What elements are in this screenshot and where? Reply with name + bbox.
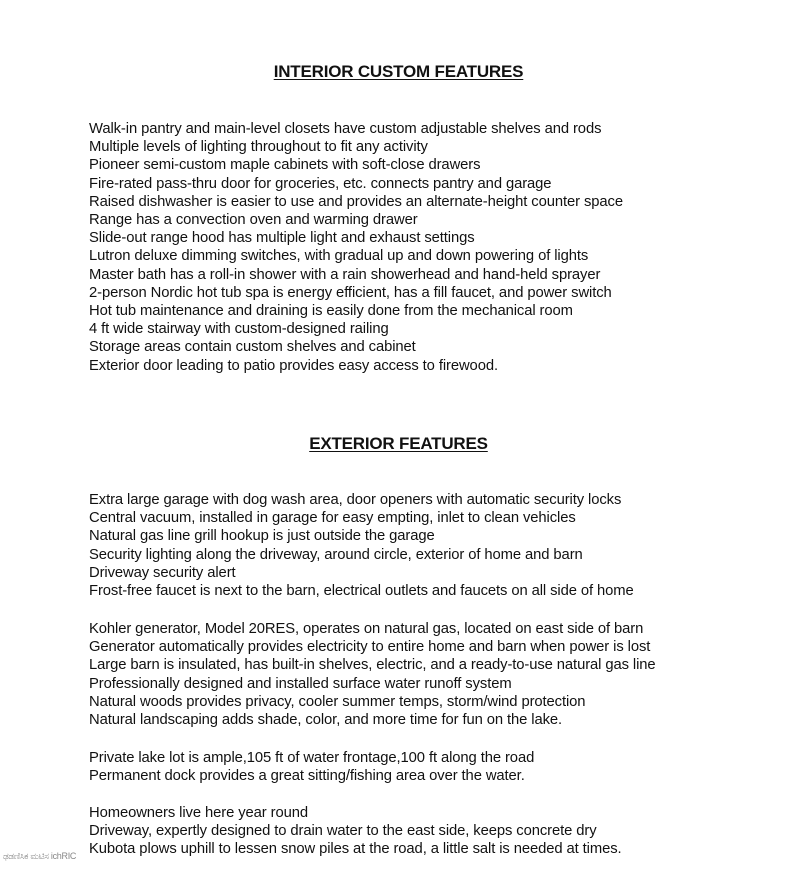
list-item: Natural woods provides privacy, cooler summer temps, storm/wind protection xyxy=(89,693,586,710)
list-item: Kubota plows uphill to lessen snow piles at the road, a little salt is needed at times. xyxy=(89,841,622,858)
list-item: Private lake lot is ample,105 ft of water frontage,100 ft along the road xyxy=(89,750,535,766)
interior-features-list xyxy=(89,120,623,375)
list-item: Natural landscaping adds shade, color, and more time for fun on the lake. xyxy=(89,712,563,729)
list-item: Kohler generator, Model 20RES, operates on natural gas, located on east side of barn xyxy=(89,621,644,637)
list-item: Generator automatically provides electricity to entire home and barn when power is lost xyxy=(89,639,651,656)
list-item: Permanent dock provides a great sitting/fishing area over the water. xyxy=(89,768,525,785)
list-item: Frost-free faucet is next to the barn, electrical outlets and faucets on all side of home xyxy=(89,583,634,600)
list-item: Natural gas line grill hookup is just outside the garage xyxy=(89,528,435,545)
list-item: Walk-in pantry and main-level closets have custom adjustable shelves and rods xyxy=(89,121,602,137)
interior-features-heading xyxy=(0,62,797,82)
list-item: Range has a convection oven and warming drawer xyxy=(89,212,418,229)
exterior-features-heading xyxy=(0,434,797,454)
exterior-features-group-lake xyxy=(89,749,534,785)
list-item: Lutron deluxe dimming switches, with gradual up and down powering of lights xyxy=(89,248,589,265)
list-item: Slide-out range hood has multiple light and exhaust settings xyxy=(89,230,475,247)
list-item: Driveway security alert xyxy=(89,564,236,581)
list-item: Storage areas contain custom shelves and cabinet xyxy=(89,339,416,356)
list-item: Raised dishwasher is easier to use and provides an alternate-height counter space xyxy=(89,193,623,210)
list-item: Hot tub maintenance and draining is easily done from the mechanical room xyxy=(89,303,573,320)
list-item: Master bath has a roll-in shower with a rain showerhead and hand-held sprayer xyxy=(89,266,601,283)
interior-features-heading-text: INTERIOR CUSTOM FEATURES xyxy=(273,62,524,81)
list-item: Homeowners live here year round xyxy=(89,805,308,821)
listing-watermark: ಢಡಣಿಸಿಕ ಮಟಿಸ ichRIC xyxy=(3,851,77,861)
exterior-features-heading-text: EXTERIOR FEATURES xyxy=(309,434,488,453)
list-item: Security lighting along the driveway, around circle, exterior of home and barn xyxy=(89,546,583,563)
list-item: Multiple levels of lighting throughout to fit any activity xyxy=(89,139,428,156)
exterior-features-group-garage xyxy=(89,491,634,600)
list-item: Driveway, expertly designed to drain water to the east side, keeps concrete dry xyxy=(89,823,597,840)
list-item: Large barn is insulated, has built-in shelves, electric, and a ready-to-use natural gas line xyxy=(89,657,656,674)
list-item: Exterior door leading to patio provides easy access to firewood. xyxy=(89,357,498,374)
exterior-features-group-driveway xyxy=(89,804,622,859)
list-item: Extra large garage with dog wash area, door openers with automatic security locks xyxy=(89,492,622,508)
list-item: Pioneer semi-custom maple cabinets with soft-close drawers xyxy=(89,157,481,174)
exterior-features-group-generator xyxy=(89,620,656,729)
list-item: Central vacuum, installed in garage for easy empting, inlet to clean vehicles xyxy=(89,510,576,527)
list-item: Professionally designed and installed surface water runoff system xyxy=(89,675,512,692)
list-item: Fire-rated pass-thru door for groceries, etc. connects pantry and garage xyxy=(89,175,552,192)
list-item: 4 ft wide stairway with custom-designed railing xyxy=(89,321,389,338)
list-item: 2-person Nordic hot tub spa is energy efficient, has a fill faucet, and power switch xyxy=(89,284,612,301)
